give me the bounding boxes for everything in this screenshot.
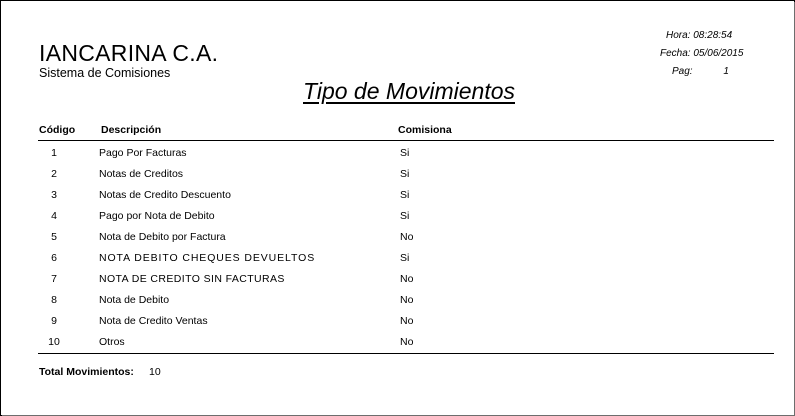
header-descripcion: Descripción [101, 124, 162, 136]
time-line [666, 30, 732, 41]
date-value: 05/06/2015 [693, 48, 744, 59]
cell-codigo: 8 [51, 294, 57, 306]
cell-descripcion: NOTA DE CREDITO SIN FACTURAS [99, 273, 285, 285]
time-value: 08:28:54 [693, 30, 733, 41]
company-name: IANCARINA C.A. [39, 40, 219, 66]
date-label: Fecha: [660, 48, 691, 59]
cell-codigo: 4 [51, 210, 57, 222]
cell-comisiona: Si [400, 252, 410, 264]
cell-comisiona: No [400, 273, 414, 285]
table-row [0, 273, 795, 294]
cell-codigo: 2 [51, 168, 57, 180]
page-label: Pag: [672, 66, 693, 77]
cell-comisiona: No [400, 336, 414, 348]
cell-descripcion: Nota de Debito [99, 294, 170, 306]
table-row [0, 168, 795, 189]
cell-descripcion: Nota de Credito Ventas [99, 315, 208, 327]
cell-codigo: 9 [51, 315, 57, 327]
page-line [672, 66, 729, 77]
cell-descripcion: Otros [99, 336, 125, 348]
cell-comisiona: Si [400, 189, 410, 201]
cell-codigo: 6 [51, 252, 57, 264]
total-label: Total Movimientos: [39, 366, 134, 378]
cell-comisiona: No [400, 231, 414, 243]
header-divider [38, 140, 774, 141]
cell-codigo: 10 [48, 336, 60, 348]
cell-descripcion: NOTA DEBITO CHEQUES DEVUELTOS [99, 252, 316, 264]
time-label: Hora: [666, 30, 691, 41]
cell-descripcion: Notas de Credito Descuento [99, 189, 231, 201]
cell-descripcion: Notas de Creditos [99, 168, 184, 180]
table-row [0, 315, 795, 336]
cell-comisiona: Si [400, 147, 410, 159]
table-row [0, 189, 795, 210]
cell-codigo: 3 [51, 189, 57, 201]
table-row [0, 231, 795, 252]
cell-codigo: 5 [51, 231, 57, 243]
cell-comisiona: No [400, 315, 414, 327]
cell-comisiona: Si [400, 210, 410, 222]
cell-codigo: 1 [51, 147, 57, 159]
table-row [0, 147, 795, 168]
report-title: Tipo de Movimientos [303, 78, 515, 104]
header-codigo: Código [39, 124, 76, 136]
table-row [0, 294, 795, 315]
cell-descripcion: Nota de Debito por Factura [99, 231, 226, 243]
date-line [660, 48, 743, 59]
cell-comisiona: No [400, 294, 414, 306]
system-name: Sistema de Comisiones [39, 66, 171, 80]
cell-comisiona: Si [400, 168, 410, 180]
cell-codigo: 7 [51, 273, 57, 285]
table-row [0, 252, 795, 273]
total-value: 10 [149, 366, 161, 378]
cell-descripcion: Pago por Nota de Debito [99, 210, 215, 222]
page-number: 1 [723, 66, 729, 77]
footer-divider [38, 353, 774, 354]
header-comisiona: Comisiona [398, 124, 452, 136]
cell-descripcion: Pago Por Facturas [99, 147, 187, 159]
table-row [0, 210, 795, 231]
